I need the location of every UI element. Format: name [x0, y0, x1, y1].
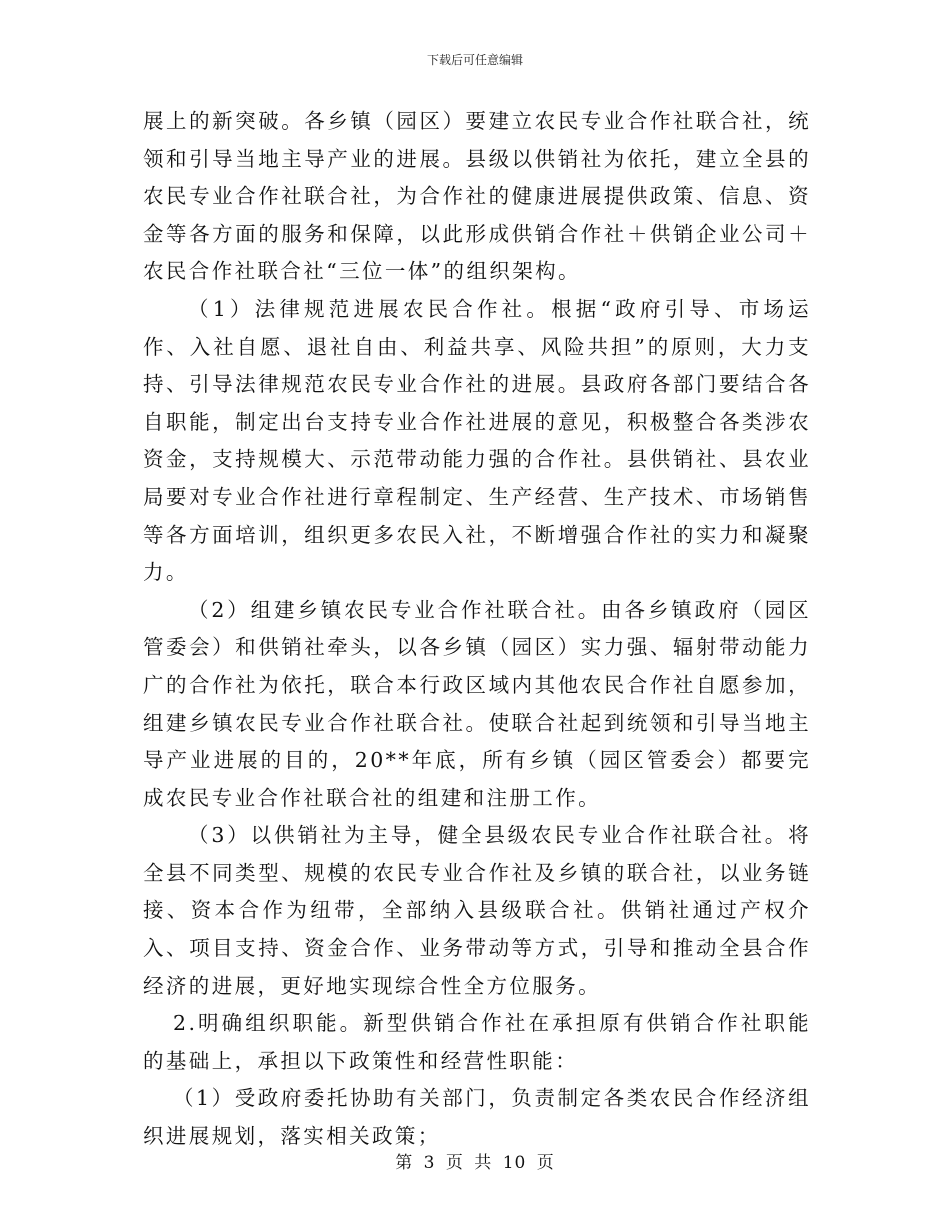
page-header: 下载后可任意编辑 — [426, 53, 523, 67]
paragraph-item-2: （2）组建乡镇农民专业合作社联合社。由各乡镇政府（园区管委会）和供销社牵头，以各乡镇（园区）实力强、辐射带动能力广的合作社为依托，联合本行政区域内其他农民合作社自愿参加，组建乡镇农民专业合作社联合社。使联合社起到统领和引导当地主导产业进展的目的，20**年底，所有乡镇（园区管委会）都要完成农民专业合作社联合社的组建和注册工作。 — [143, 597, 811, 810]
paragraph-subitem-1: （1）受政府委托协助有关部门，负责制定各类农民合作经济组织进展规划，落实相关政策； — [143, 1086, 811, 1149]
paragraph-item-3: （3）以供销社为主导，健全县级农民专业合作社联合社。将全县不同类型、规模的农民专业合作社及乡镇的联合社，以业务链接、资本合作为纽带，全部纳入县级联合社。供销社通过产权介入、项目支持、资金合作、业务带动等方式，引导和推动全县合作经济的进展，更好地实现综合性全方位服务。 — [143, 823, 811, 998]
paragraph-continuation: 展上的新突破。各乡镇（园区）要建立农民专业合作社联合社，统领和引导当地主导产业的进展。县级以供销社为依托，建立全县的农民专业合作社联合社，为合作社的健康进展提供政策、信息、资金等各方面的服务和保障，以此形成供销合作社＋供销企业公司＋农民合作社联合社“三位一体”的组织架构。 — [143, 109, 811, 284]
paragraph-item-1: （1）法律规范进展农民合作社。根据“政府引导、市场运作、入社自愿、退社自由、利益共享、风险共担”的原则，大力支持、引导法律规范农民专业合作社的进展。县政府各部门要结合各自职能，制定出台支持专业合作社进展的意见，积极整合各类涉农资金，支持规模大、示范带动能力强的合作社。县供销社、县农业局要对专业合作社进行章程制定、生产经营、生产技术、市场销售等各方面培训，组织更多农民入社，不断增强合作社的实力和凝聚力。 — [143, 296, 811, 585]
paragraph-section-2: 2.明确组织职能。新型供销合作社在承担原有供销合作社职能的基础上，承担以下政策性和经营性职能： — [143, 1011, 811, 1073]
page-number: 第 3 页 共 10 页 — [395, 1153, 555, 1173]
document-body — [143, 103, 811, 1156]
